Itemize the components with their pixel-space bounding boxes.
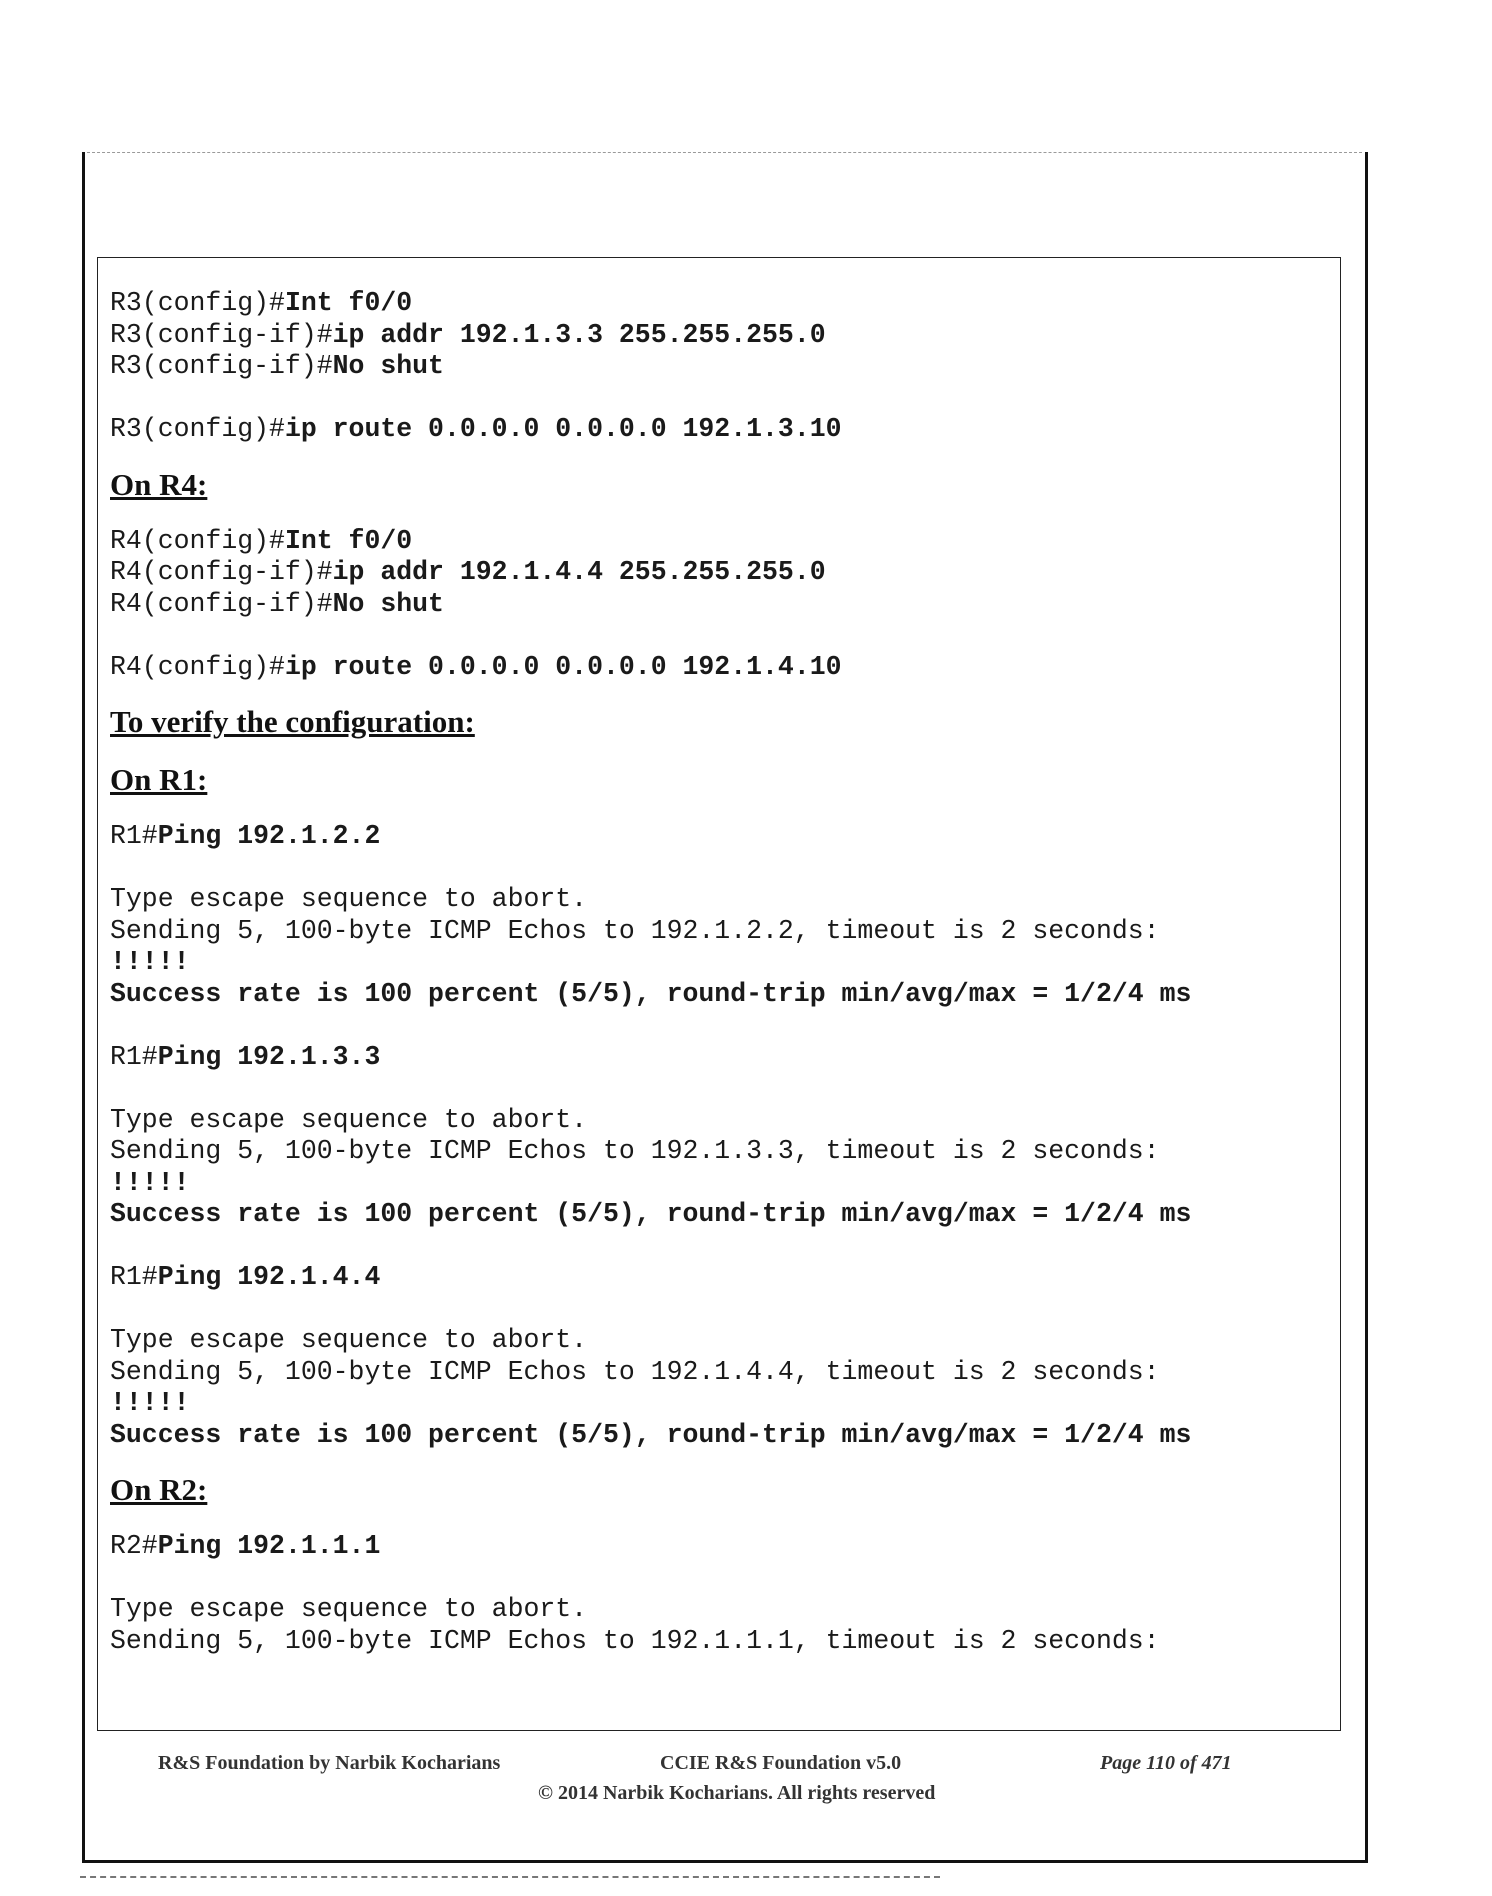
footer-author: R&S Foundation by Narbik Kocharians	[158, 1752, 501, 1774]
footer-title: CCIE R&S Foundation v5.0	[660, 1752, 902, 1774]
ping-output-line: Type escape sequence to abort.	[110, 1104, 588, 1135]
ping-output-line: Sending 5, 100-byte ICMP Echos to 192.1.1.1, timeout is 2 seconds:	[110, 1625, 1160, 1656]
ping-output-line: Type escape sequence to abort.	[110, 884, 588, 914]
heading-on-r1: On R1:	[110, 762, 208, 797]
r3-config-line: R3(config-if)#ip addr 192.1.3.3 255.255.255.0	[110, 319, 826, 350]
ping-result: Success rate is 100 percent (5/5), round-trip min/avg/max = 1/2/4 ms	[110, 1199, 1192, 1229]
page-footer	[82, 1752, 1368, 1822]
bottom-dashed-rule	[80, 1876, 940, 1878]
ping-output-line: Sending 5, 100-byte ICMP Echos to 192.1.3.3, timeout is 2 seconds:	[110, 1136, 1160, 1166]
content-box	[97, 257, 1341, 1731]
heading-on-r4: On R4:	[110, 466, 208, 502]
heading-on-r2: On R2:	[110, 1472, 208, 1507]
r3-config-line: R3(config-if)#No shut	[110, 351, 444, 381]
ping-output-line: Sending 5, 100-byte ICMP Echos to 192.1.2.2, timeout is 2 seconds:	[110, 915, 1160, 946]
ping-command: R1#Ping 192.1.4.4	[110, 1262, 381, 1292]
ping-output-line: Sending 5, 100-byte ICMP Echos to 192.1.4.4, timeout is 2 seconds:	[110, 1356, 1160, 1387]
r3-route-line: R3(config)#ip route 0.0.0.0 0.0.0.0 192.1.3.10	[110, 414, 842, 444]
ping-bangs: !!!!!	[110, 1388, 190, 1418]
content-inner	[110, 288, 1330, 1657]
r4-config-line: R4(config-if)#No shut	[110, 588, 444, 619]
r4-config-line: R4(config)#Int f0/0	[110, 525, 413, 556]
r4-route-line: R4(config)#ip route 0.0.0.0 0.0.0.0 192.1.4.10	[110, 651, 842, 682]
footer-copyright: © 2014 Narbik Kocharians. All rights reserved	[538, 1782, 936, 1804]
ping-command: R1#Ping 192.1.2.2	[110, 821, 381, 851]
ping-bangs: !!!!!	[110, 947, 190, 977]
r3-config-line: R3(config)#Int f0/0	[110, 288, 413, 318]
ping-output-line: Type escape sequence to abort.	[110, 1594, 588, 1624]
ping-output-line: Type escape sequence to abort.	[110, 1325, 588, 1355]
heading-verify: To verify the configuration:	[110, 704, 475, 739]
ping-bangs: !!!!!	[110, 1167, 190, 1198]
footer-page-number: Page 110 of 471	[1100, 1752, 1232, 1774]
ping-result: Success rate is 100 percent (5/5), round-trip min/avg/max = 1/2/4 ms	[110, 978, 1192, 1009]
ping-command: R1#Ping 192.1.3.3	[110, 1041, 381, 1072]
ping-command: R2#Ping 192.1.1.1	[110, 1531, 381, 1561]
ping-result: Success rate is 100 percent (5/5), round-trip min/avg/max = 1/2/4 ms	[110, 1419, 1192, 1450]
r4-config-line: R4(config-if)#ip addr 192.1.4.4 255.255.255.0	[110, 557, 826, 587]
